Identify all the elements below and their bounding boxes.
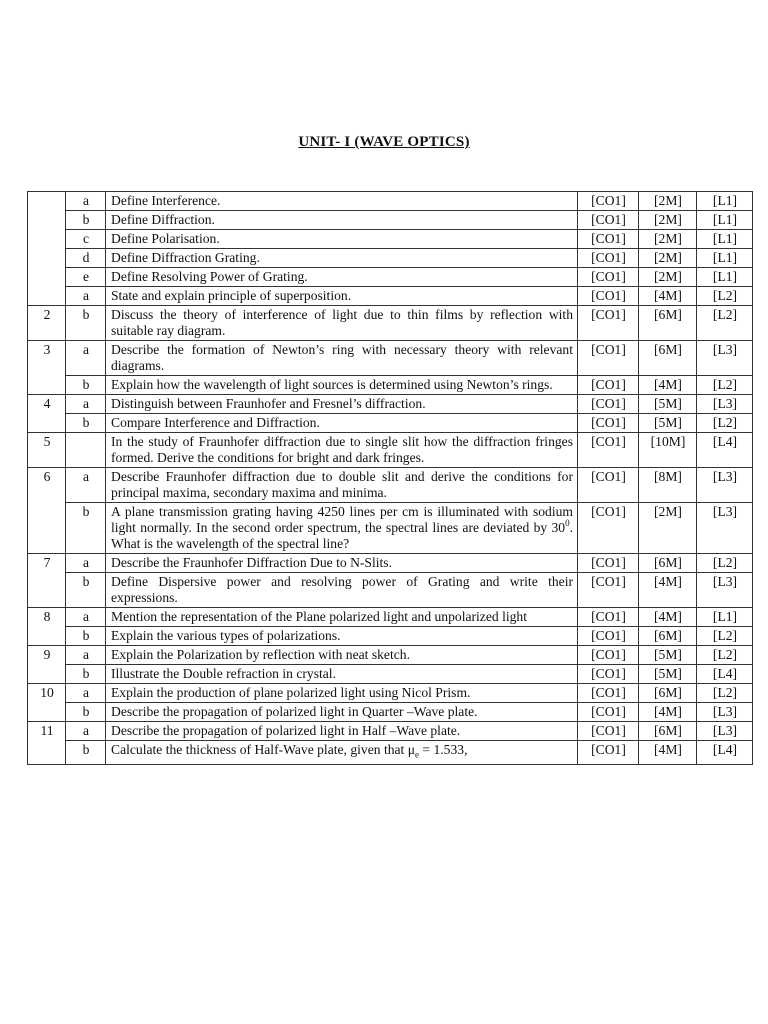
bloom-level: [L3] [697, 703, 753, 722]
question-number: 2 [28, 306, 66, 341]
table-row [28, 376, 753, 395]
marks: [2M] [639, 192, 697, 211]
course-outcome: [CO1] [578, 703, 639, 722]
bloom-level: [L2] [697, 554, 753, 573]
course-outcome: [CO1] [578, 433, 639, 468]
sub-question-letter: b [66, 703, 106, 722]
sub-question-letter: b [66, 573, 106, 608]
marks: [2M] [639, 268, 697, 287]
question-text: State and explain principle of superposition. [106, 287, 578, 306]
bloom-level: [L1] [697, 249, 753, 268]
question-number: 4 [28, 395, 66, 433]
course-outcome: [CO1] [578, 211, 639, 230]
course-outcome: [CO1] [578, 722, 639, 741]
question-text: Distinguish between Fraunhofer and Fresnel’s diffraction. [106, 395, 578, 414]
bloom-level: [L1] [697, 608, 753, 627]
marks: [4M] [639, 376, 697, 395]
question-text: Explain the Polarization by reflection with neat sketch. [106, 646, 578, 665]
question-text: Describe the Fraunhofer Diffraction Due to N-Slits. [106, 554, 578, 573]
question-text-part: A plane transmission grating having 4250 lines per cm is illuminated with sodium light normally. In the second order spectrum, the spectral lines are deviated by 30 [111, 504, 573, 535]
bloom-level: [L3] [697, 468, 753, 503]
question-table [27, 191, 753, 765]
sub-question-letter: a [66, 554, 106, 573]
question-text: Describe the propagation of polarized light in Quarter –Wave plate. [106, 703, 578, 722]
marks: [4M] [639, 741, 697, 765]
sub-question-letter: c [66, 230, 106, 249]
question-number: 10 [28, 684, 66, 722]
sub-question-letter: a [66, 646, 106, 665]
sub-question-letter: b [66, 376, 106, 395]
page-title [0, 134, 768, 151]
question-text [106, 741, 578, 765]
question-text: Explain the production of plane polarized light using Nicol Prism. [106, 684, 578, 703]
question-number: 11 [28, 722, 66, 765]
sub-question-letter: d [66, 249, 106, 268]
course-outcome: [CO1] [578, 741, 639, 765]
bloom-level: [L3] [697, 341, 753, 376]
question-text: Define Diffraction Grating. [106, 249, 578, 268]
table-row [28, 341, 753, 376]
question-text: Define Interference. [106, 192, 578, 211]
marks: [6M] [639, 306, 697, 341]
bloom-level: [L4] [697, 665, 753, 684]
question-text: Define Polarisation. [106, 230, 578, 249]
course-outcome: [CO1] [578, 468, 639, 503]
bloom-level: [L1] [697, 230, 753, 249]
table-row [28, 287, 753, 306]
marks: [2M] [639, 249, 697, 268]
marks: [6M] [639, 341, 697, 376]
bloom-level: [L1] [697, 211, 753, 230]
table-row [28, 665, 753, 684]
table-row [28, 627, 753, 646]
bloom-level: [L1] [697, 268, 753, 287]
bloom-level: [L3] [697, 395, 753, 414]
table-row [28, 395, 753, 414]
bloom-level: [L1] [697, 192, 753, 211]
question-text: Illustrate the Double refraction in crystal. [106, 665, 578, 684]
question-text: Define Resolving Power of Grating. [106, 268, 578, 287]
table-row [28, 249, 753, 268]
table-row [28, 573, 753, 608]
bloom-level: [L2] [697, 306, 753, 341]
course-outcome: [CO1] [578, 268, 639, 287]
sub-question-letter: a [66, 684, 106, 703]
bloom-level: [L3] [697, 722, 753, 741]
bloom-level: [L2] [697, 684, 753, 703]
table-row [28, 211, 753, 230]
table-row [28, 433, 753, 468]
course-outcome: [CO1] [578, 395, 639, 414]
bloom-level: [L2] [697, 414, 753, 433]
marks: [5M] [639, 665, 697, 684]
question-number: 8 [28, 608, 66, 646]
marks: [5M] [639, 395, 697, 414]
table-row [28, 722, 753, 741]
bloom-level: [L3] [697, 503, 753, 554]
bloom-level: [L3] [697, 573, 753, 608]
course-outcome: [CO1] [578, 646, 639, 665]
subscript: e [415, 749, 420, 760]
question-text-part: . What is the wavelength of the spectral line? [111, 520, 573, 551]
table-row [28, 414, 753, 433]
question-text: Describe the propagation of polarized light in Half –Wave plate. [106, 722, 578, 741]
unit-title: UNIT- I (WAVE OPTICS) [298, 134, 470, 150]
course-outcome: [CO1] [578, 192, 639, 211]
sub-question-letter: a [66, 192, 106, 211]
marks: [4M] [639, 573, 697, 608]
question-table-body [28, 192, 753, 765]
marks: [5M] [639, 414, 697, 433]
marks: [8M] [639, 468, 697, 503]
course-outcome: [CO1] [578, 376, 639, 395]
question-text: Define Diffraction. [106, 211, 578, 230]
marks: [6M] [639, 722, 697, 741]
course-outcome: [CO1] [578, 608, 639, 627]
sub-question-letter: b [66, 414, 106, 433]
sub-question-letter: b [66, 665, 106, 684]
question-number: 6 [28, 468, 66, 554]
marks: [2M] [639, 230, 697, 249]
marks: [4M] [639, 287, 697, 306]
course-outcome: [CO1] [578, 684, 639, 703]
sub-question-letter: a [66, 608, 106, 627]
course-outcome: [CO1] [578, 554, 639, 573]
table-row [28, 608, 753, 627]
sub-question-letter: b [66, 211, 106, 230]
course-outcome: [CO1] [578, 230, 639, 249]
bloom-level: [L2] [697, 287, 753, 306]
sub-question-letter: e [66, 268, 106, 287]
marks: [2M] [639, 503, 697, 554]
question-text: Compare Interference and Diffraction. [106, 414, 578, 433]
table-row [28, 503, 753, 554]
marks: [2M] [639, 211, 697, 230]
question-number: 9 [28, 646, 66, 684]
course-outcome: [CO1] [578, 306, 639, 341]
marks: [6M] [639, 627, 697, 646]
question-text: Explain the various types of polarizations. [106, 627, 578, 646]
question-number: 7 [28, 554, 66, 608]
bloom-level: [L2] [697, 627, 753, 646]
sub-question-letter: b [66, 627, 106, 646]
question-text: Describe the formation of Newton’s ring with necessary theory with relevant diagrams. [106, 341, 578, 376]
sub-question-letter: a [66, 341, 106, 376]
table-row [28, 554, 753, 573]
question-text: Explain how the wavelength of light sources is determined using Newton’s rings. [106, 376, 578, 395]
marks: [5M] [639, 646, 697, 665]
question-text: Discuss the theory of interference of light due to thin films by reflection with suitable ray diagram. [106, 306, 578, 341]
table-row [28, 306, 753, 341]
marks: [6M] [639, 684, 697, 703]
table-row [28, 230, 753, 249]
sub-question-letter: a [66, 468, 106, 503]
course-outcome: [CO1] [578, 573, 639, 608]
sub-question-letter: a [66, 287, 106, 306]
sub-question-letter: b [66, 306, 106, 341]
table-row [28, 703, 753, 722]
bloom-level: [L2] [697, 646, 753, 665]
question-text: Mention the representation of the Plane polarized light and unpolarized light [106, 608, 578, 627]
question-text: Define Dispersive power and resolving power of Grating and write their expressions. [106, 573, 578, 608]
bloom-level: [L4] [697, 741, 753, 765]
bloom-level: [L2] [697, 376, 753, 395]
question-text-part: = 1.533, [419, 742, 468, 757]
course-outcome: [CO1] [578, 665, 639, 684]
table-row [28, 741, 753, 765]
bloom-level: [L4] [697, 433, 753, 468]
superscript: 0 [565, 518, 570, 528]
course-outcome: [CO1] [578, 287, 639, 306]
question-text: In the study of Fraunhofer diffraction due to single slit how the diffraction fringes formed. Derive the conditions for bright and dark fringes. [106, 433, 578, 468]
course-outcome: [CO1] [578, 414, 639, 433]
table-row [28, 268, 753, 287]
marks: [6M] [639, 554, 697, 573]
course-outcome: [CO1] [578, 503, 639, 554]
course-outcome: [CO1] [578, 341, 639, 376]
marks: [10M] [639, 433, 697, 468]
question-text-part: Calculate the thickness of Half-Wave plate, given that μ [111, 742, 416, 757]
marks: [4M] [639, 608, 697, 627]
sub-question-letter: b [66, 741, 106, 765]
question-number: 3 [28, 341, 66, 395]
table-row [28, 192, 753, 211]
course-outcome: [CO1] [578, 627, 639, 646]
marks: [4M] [639, 703, 697, 722]
question-text [106, 503, 578, 554]
table-row [28, 684, 753, 703]
table-row [28, 468, 753, 503]
table-row [28, 646, 753, 665]
course-outcome: [CO1] [578, 249, 639, 268]
question-text: Describe Fraunhofer diffraction due to double slit and derive the conditions for principal maxima, secondary maxima and minima. [106, 468, 578, 503]
question-number: 5 [28, 433, 66, 468]
sub-question-letter: b [66, 503, 106, 554]
sub-question-letter [66, 433, 106, 468]
question-number [28, 192, 66, 306]
sub-question-letter: a [66, 722, 106, 741]
sub-question-letter: a [66, 395, 106, 414]
